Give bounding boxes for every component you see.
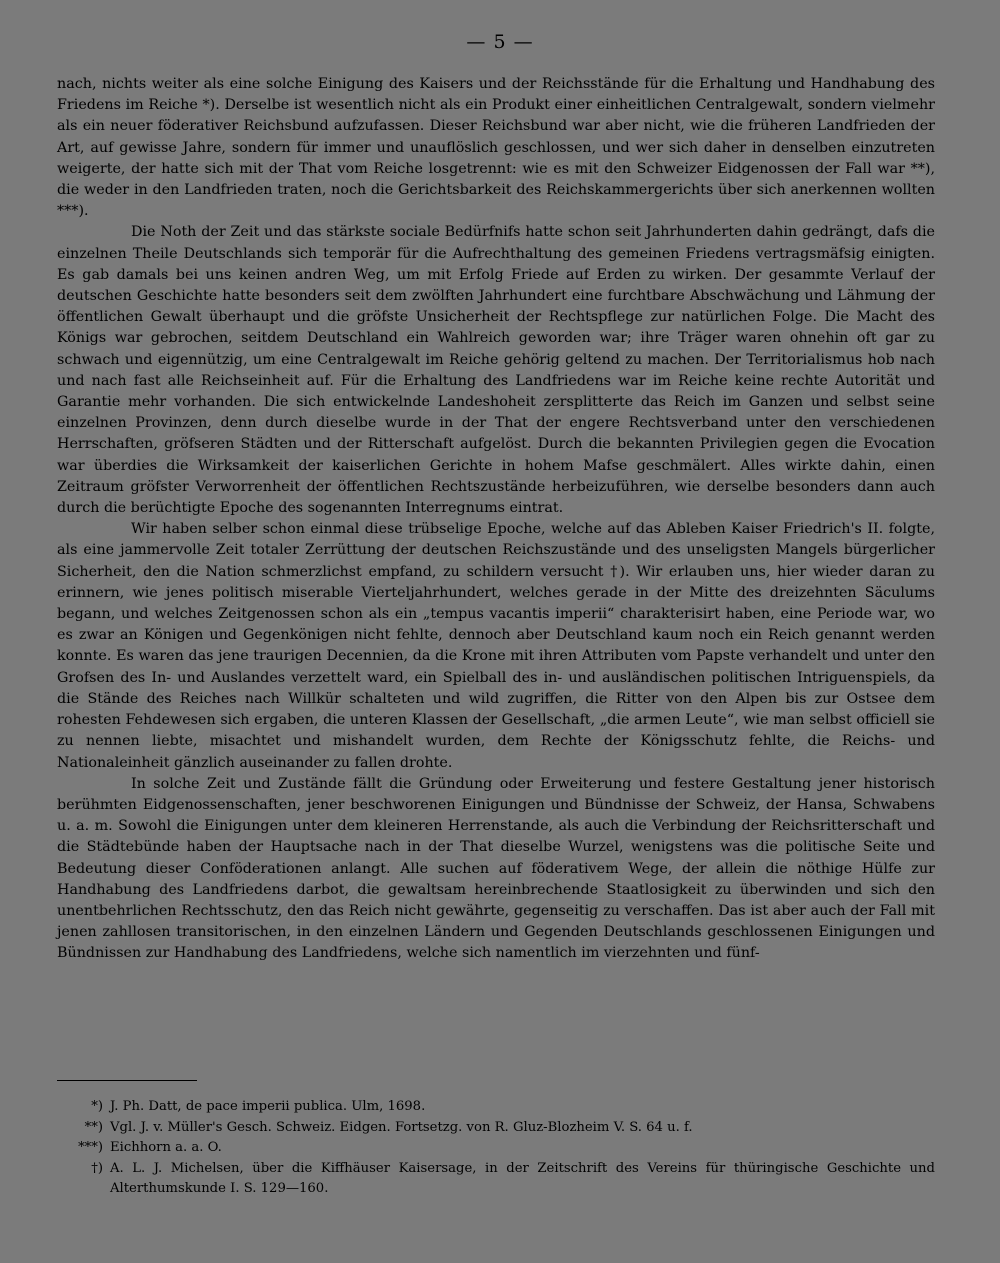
paragraph: In solche Zeit und Zustände fällt die Gründung oder Erweiterung und festere Gestaltung jener historisch berühmten Eidgenossenschaften, jener beschworenen Einigungen und Bündnisse der Schweiz, der Hansa, Schwabens u. a. m. Sowohl die Einigungen unter dem kleineren Herrenstande, als auch die Verbindung der Reichsritterschaft und die Städtebünde haben der Hauptsache nach in der That dieselbe Wurzel, wenigstens was die politische Seite und Bedeutung dieser Conföderationen anlangt. Alle suchen auf föderativem Wege, der allein die nöthige Hülfe zur Handhabung des Landfriedens darbot, die gewaltsam hereinbrechende Staatlosigkeit zu überwinden und sich den unentbehrlichen Rechtsschutz, den das Reich nicht gewährte, gegenseitig zu verschaffen. Das ist aber auch der Fall mit jenen zahllosen transitorischen, in den einzelnen Ländern und Gegenden Deutschlands geschlossenen Einigungen und Bündnissen zur Handhabung des Landfriedens, welche sich namentlich im vierzehnten und fünf-	[57, 775, 935, 962]
paragraph: Wir haben selber schon einmal diese trübselige Epoche, welche auf das Ableben Kaiser Friedrich's II. folgte, als eine jammervolle Zeit totaler Zerrüttung der deutschen Reichszustände und des unseligsten Mangels bürgerlicher Sicherheit, den die Nation schmerzlichst empfand, zu schildern versucht †). Wir erlauben uns, hier wieder daran zu erinnern, wie jenes politisch miserable Vierteljahrhundert, welches gerade in der Mitte des dreizehnten Säculums begann, und welches Zeitgenossen schon als ein „tempus vacantis imperii“ charakterisirt haben, eine Periode war, wo es zwar an Königen und Gegenkönigen nicht fehlte, dennoch aber Deutschland kaum noch ein Reich genannt werden konnte. Es waren das jene traurigen Decennien, da die Krone mit ihren Attributen vom Papste verhandelt und unter den Grofsen des In- und Auslandes verzettelt ward, ein Spielball des in- und ausländischen politischen Intriguenspiels, da die Stände des Reiches nach Willkür schalteten und wild zugriffen, die Ritter von den Alpen bis zur Ostsee dem rohesten Fehdewesen sich ergaben, die unteren Klassen der Gesellschaft, „die armen Leute“, wie man selbst officiell sie zu nennen liebte, misachtet und mishandelt wurden, dem Rechte der Königsschutz fehlte, die Reichs- und Nationaleinheit gänzlich auseinander zu fallen drohte.	[57, 521, 935, 771]
footnote-mark: ***)	[78, 1140, 103, 1155]
footnote-text: J. Ph. Datt, de pace imperii publica. Ulm, 1698.	[110, 1099, 426, 1114]
page-number: — 5 —	[466, 31, 534, 53]
footnote	[57, 1138, 935, 1159]
footnote-text: Eichhorn a. a. O.	[110, 1140, 222, 1155]
footnote-mark: *)	[91, 1099, 103, 1114]
footnote	[57, 1118, 935, 1139]
footnote-divider	[57, 1080, 197, 1081]
footnote	[57, 1159, 935, 1200]
footnote-mark: †)	[91, 1160, 103, 1176]
footnotes	[57, 1097, 935, 1200]
footnote-text: Vgl. J. v. Müller's Gesch. Schweiz. Eidgen. Fortsetzg. von R. Gluz-Blozheim V. S. 64 u. f.	[110, 1119, 693, 1135]
main-text	[57, 74, 935, 965]
paragraph: Die Noth der Zeit und das stärkste sociale Bedürfnifs hatte schon seit Jahrhunderten dahin gedrängt, dafs die einzelnen Theile Deutschlands sich temporär für die Aufrechthaltung des gemeinen Friedens vertragsmäfsig einigten. Es gab damals bei uns keinen andren Weg, um mit Erfolg Friede auf Erden zu wirken. Der gesammte Verlauf der deutschen Geschichte hatte besonders seit dem zwölften Jahrhundert eine furchtbare Abschwächung und Lähmung der öffentlichen Gewalt überhaupt und die gröfste Unsicherheit der Rechtspflege zur natürlichen Folge. Die Macht des Königs war gebrochen, seitdem Deutschland ein Wahlreich geworden war; ihre Träger waren ohnehin oft gar zu schwach und eigennützig, um eine Centralgewalt im Reiche gehörig geltend zu machen. Der Territorialismus hob nach und nach fast alle Reichseinheit auf. Für die Erhaltung des Landfriedens war im Reiche keine rechte Autorität und Garantie mehr vorhanden. Die sich entwickelnde Landeshoheit zersplitterte das Reich im Ganzen und selbst seine einzelnen Provinzen, denn durch dieselbe wurde in der That der engere Rechtsverband unter den verschiedenen Herrschaften, gröfseren Städten und der Ritterschaft aufgelöst. Durch die bekannten Privilegien gegen die Evocation war überdies die Wirksamkeit der kaiserlichen Gerichte in hohem Mafse geschmälert. Alles wirkte dahin, einen Zeitraum gröfster Verworrenheit der öffentlichen Rechtszustände herbeizuführen, wie derselbe besonders dann auch durch die berüchtigte Epoche des sogenannten Interregnums eintrat.	[57, 224, 935, 517]
footnote	[57, 1097, 935, 1118]
paragraph: nach, nichts weiter als eine solche Einigung des Kaisers und der Reichsstände für die Erhaltung und Handhabung des Friedens im Reiche *). Derselbe ist wesentlich nicht als ein Produkt einer einheitlichen Centralgewalt, sondern vielmehr als ein neuer föderativer Reichsbund aufzufassen. Dieser Reichsbund war aber nicht, wie die früheren Landfrieden der Art, auf gewisse Jahre, sondern für immer und unauflöslich geschlossen, und wer sich daher in denselben einzutreten weigerte, der hatte sich mit der That vom Reiche losgetrennt: wie es mit den Schweizer Eidgenossen der Fall war **), die weder in den Landfrieden traten, noch die Gerichtsbarkeit des Reichskammergerichts über sich anerkennen wollten ***).	[57, 76, 935, 220]
footnote-text: A. L. J. Michelsen, über die Kiffhäuser Kaisersage, in der Zeitschrift des Vereins für thüringische Geschichte und Alterthumskunde I. S. 129—160.	[110, 1160, 935, 1196]
footnote-mark: **)	[84, 1119, 103, 1135]
